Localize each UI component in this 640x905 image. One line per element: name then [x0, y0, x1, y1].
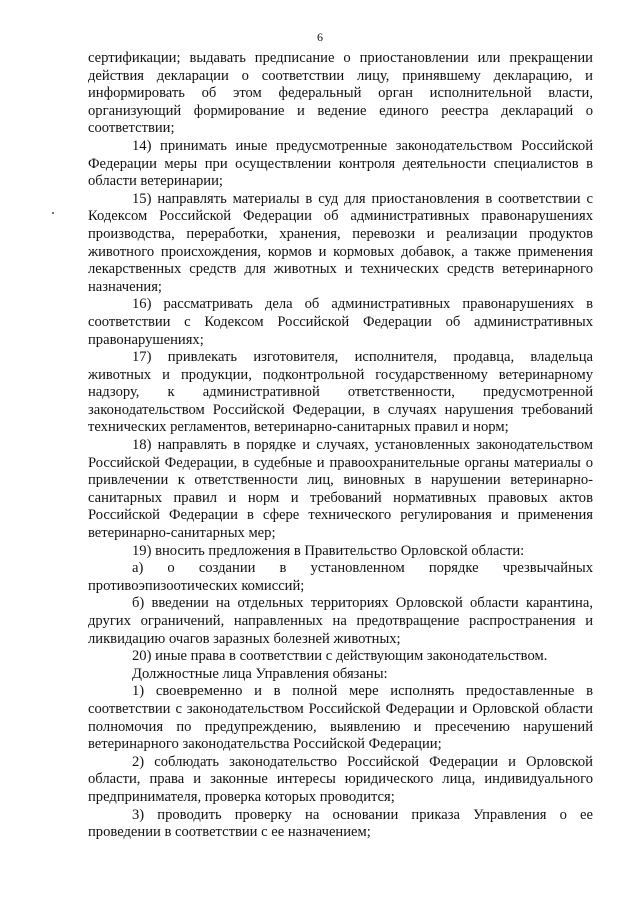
- paragraph-duty-3: 3) проводить проверку на основании приказа Управления о ее проведении в соответствии с ее назначением;: [88, 806, 593, 841]
- scan-speck: [52, 212, 54, 214]
- paragraph-item-19: 19) вносить предложения в Правительство Орловской области:: [132, 542, 525, 559]
- paragraph-item-19b: б) введении на отдельных территориях Орловской области карантина, других ограничений, направленных на предотвращение распространения и ликвидацию очагов заразных болезней животных;: [88, 595, 593, 647]
- document-body: [88, 50, 593, 842]
- paragraph-item-14: 14) принимать иные предусмотренные законодательством Российской Федерации меры при осуществлении контроля деятельности специалистов в области ветеринарии;: [88, 137, 593, 190]
- paragraph-duty-2: 2) соблюдать законодательство Российской Федерации и Орловской области, права и законные интересы юридического лица, индивидуального предпринимателя, проверка которых проводится;: [88, 753, 593, 805]
- page-number: 6: [317, 30, 323, 44]
- paragraph-duty-1: 1) своевременно и в полной мере исполнять предоставленные в соответствии с законодательством Российской Федерации и Орловской области полномочия по предупреждению, выявлению и пресечению нарушений ветеринарного законодательства Российской Федерации;: [88, 683, 593, 753]
- paragraph-item-17: 17) привлекать изготовителя, исполнителя, продавца, владельца животных и продукции, подконтрольной государственному ветеринарному надзору, к административной ответственности, предусмотренной законодательством Российской Федерации, в случаях нарушения требований технических регламентов, ветеринарно-санитарных правил и норм;: [88, 349, 593, 436]
- paragraph-duties-heading: Должностные лица Управления обязаны:: [132, 665, 388, 682]
- paragraph-item-16: 16) рассматривать дела об административных правонарушениях в соответствии с Кодексом Российской Федерации об административных правонарушениях;: [88, 296, 593, 348]
- paragraph-item-18: 18) направлять в порядке и случаях, установленных законодательством Российской Федерации, в судебные и правоохранительные органы материалы о привлечении к ответственности лиц, виновных в нарушении ветеринарно-санитарных правил и норм и требований нормативных правовых актов Российской Федерации в сфере технического регулирования и применения ветеринарно-санитарных мер;: [88, 437, 593, 542]
- paragraph-continuation: сертификации; выдавать предписание о приостановлении или прекращении действия декларации о соответствии лицу, принявшему декларацию, и информировать об этом федеральный орган исполнительной власти, организующий формирование и ведение единого реестра деклараций о соответствии;: [88, 50, 593, 137]
- paragraph-item-20: 20) иные права в соответствии с действующим законодательством.: [132, 648, 548, 665]
- paragraph-item-19a: а) о создании в установленном порядке чрезвычайных противоэпизоотических комиссий;: [88, 560, 593, 594]
- paragraph-item-15: 15) направлять материалы в суд для приостановления в соответствии с Кодексом Российской Федерации об административных правонарушениях производства, переработки, хранения, перевозки и реализации продуктов животного происхождения, кормов и кормовых добавок, а также применения лекарственных средств для животных и технических средств ветеринарного назначения;: [88, 190, 593, 295]
